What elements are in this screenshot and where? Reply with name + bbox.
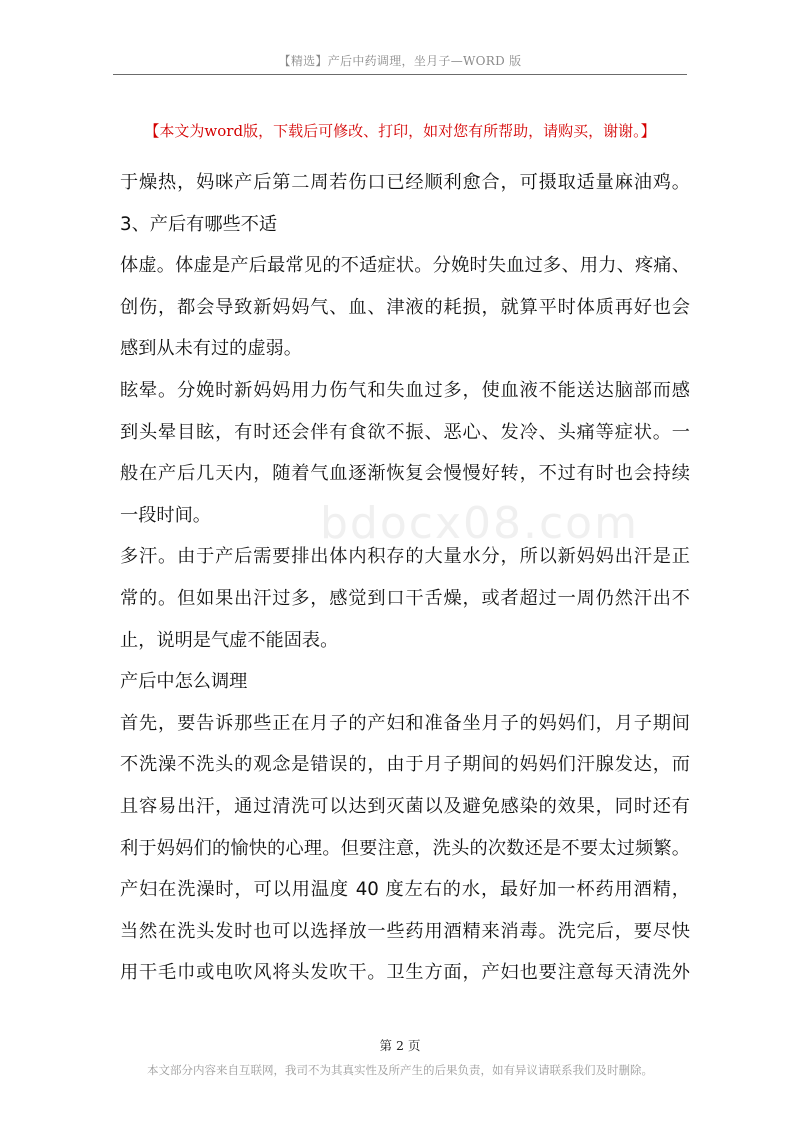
text-line: 当然在洗头发时也可以选择放一些药用酒精来消毒。洗完后，要尽快 (120, 920, 690, 942)
text-line: 多汗。由于产后需要排出体内积存的大量水分，所以新妈妈出汗是正 (120, 546, 690, 568)
page-header: 【精选】产后中药调理，坐月子—WORD 版 (278, 54, 522, 68)
text-line: 利于妈妈们的愉快的心理。但要注意，洗头的次数还是不要太过频繁。 (120, 837, 690, 859)
header-divider (113, 74, 687, 75)
text-line: 止，说明是气虚不能固表。 (120, 629, 339, 651)
download-notice: 【本文为word版，下载后可修改、打印，如对您有所帮助，请购买，谢谢。】 (144, 122, 656, 140)
body-text (120, 162, 690, 994)
page-footer: 本文部分内容来自互联网，我司不为其真实性及所产生的后果负责，如有异议请联系我们及时删除。 (147, 1063, 653, 1077)
section-heading: 3、产后有哪些不适 (120, 213, 278, 235)
text-line: 产妇在洗澡时，可以用温度 40 度左右的水，最好加一杯药用酒精， (120, 879, 690, 901)
text-line: 首先，要告诉那些正在月子的产妇和准备坐月子的妈妈们，月子期间 (120, 712, 690, 734)
text-line: 常的。但如果出汗过多，感觉到口干舌燥，或者超过一周仍然汗出不 (120, 587, 690, 609)
text-line: 体虚。体虚是产后最常见的不适症状。分娩时失血过多、用力、疼痛、 (120, 255, 690, 277)
text-line: 般在产后几天内，随着气血逐渐恢复会慢慢好转，不过有时也会持续 (120, 463, 690, 485)
page-number: 第 2 页 (379, 1038, 421, 1053)
section-heading: 产后中怎么调理 (120, 671, 248, 693)
text-line: 到头晕目眩，有时还会伴有食欲不振、恶心、发冷、头痛等症状。一 (120, 421, 690, 443)
text-line: 一段时间。 (120, 504, 211, 526)
text-line: 用干毛巾或电吹风将头发吹干。卫生方面，产妇也要注意每天清洗外 (120, 962, 690, 984)
text-line: 不洗澡不洗头的观念是错误的，由于月子期间的妈妈们汗腺发达，而 (120, 754, 690, 776)
watermark: bdocx08.com (320, 498, 639, 549)
text-line: 眩晕。分娩时新妈妈用力伤气和失血过多，使血液不能送达脑部而感 (120, 379, 690, 401)
text-line: 创伤，都会导致新妈妈气、血、津液的耗损，就算平时体质再好也会 (120, 296, 690, 318)
text-line: 且容易出汗，通过清洗可以达到灭菌以及避免感染的效果，同时还有 (120, 795, 690, 817)
text-line: 于燥热，妈咪产后第二周若伤口已经顺利愈合，可摄取适量麻油鸡。 (120, 172, 690, 193)
text-line: 感到从未有过的虚弱。 (120, 338, 302, 360)
